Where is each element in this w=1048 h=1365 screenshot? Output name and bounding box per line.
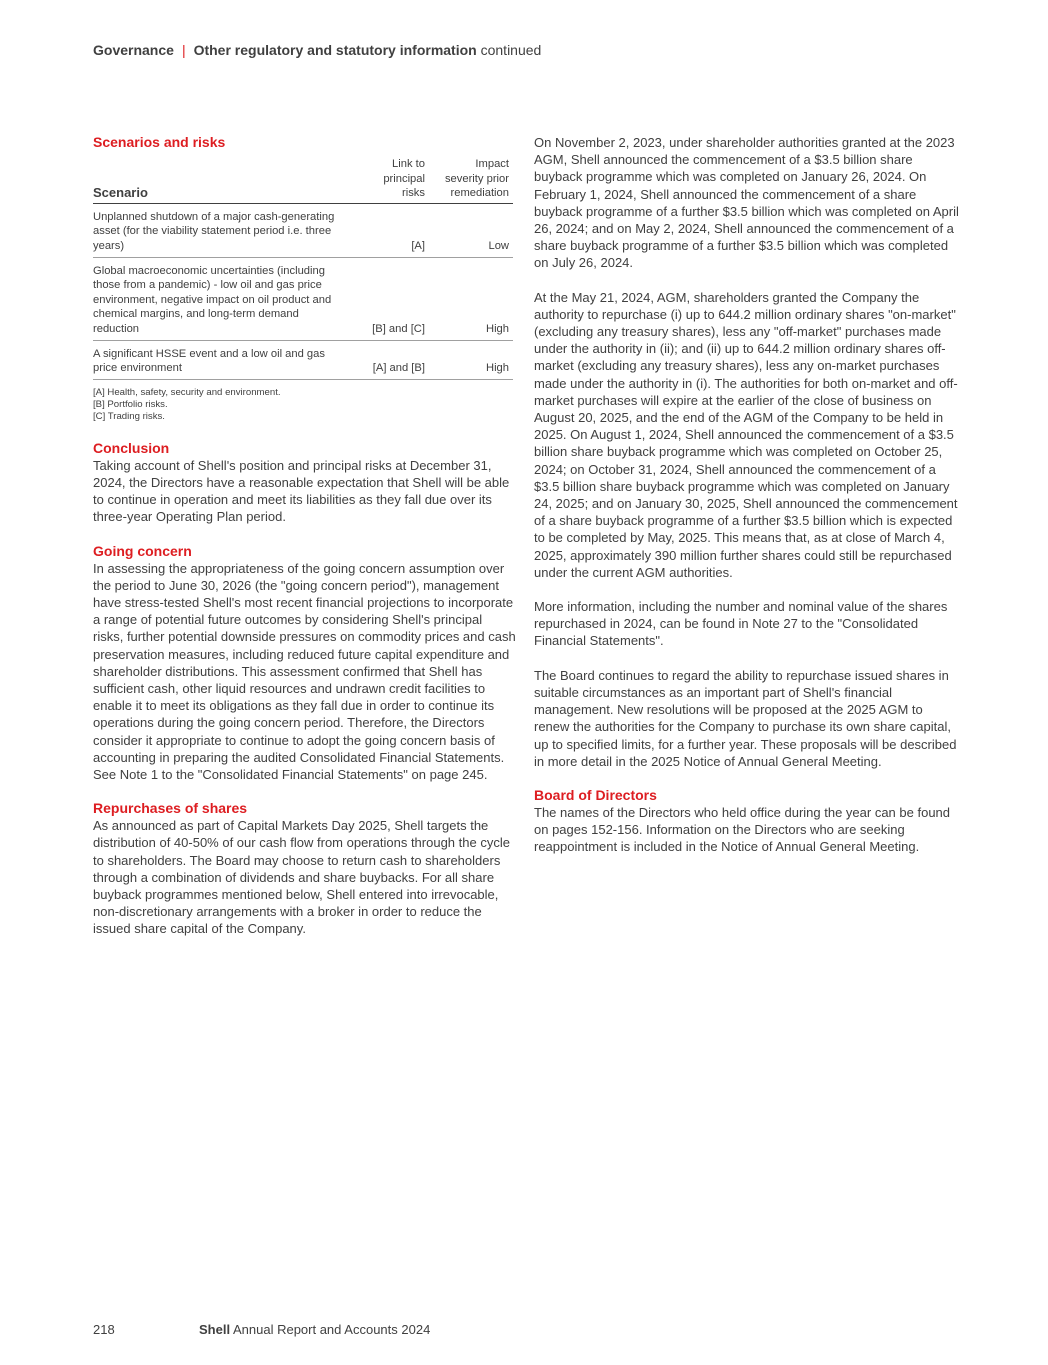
board-text: The names of the Directors who held office during the year can be found on pages 152-156. Information on the Directors who are seeking reappointment is included in the Notice of Annual General Meeting. [534,804,951,855]
header-title: Other regulatory and statutory information [193,42,477,58]
scenario-cell: Global macroeconomic uncertainties (including those from a pandemic) - low oil and gas price environment, negative impact on oil product and chemical margins, and long-term demand reduction [93,264,332,335]
impact-cell: Low [488,239,509,252]
table-header-row [93,157,513,203]
board-heading: Board of Directors [534,786,657,803]
footnote: [C] Trading risks. [93,410,165,422]
col-header-impact-text: Impact severity prior remediation [444,158,509,200]
scenarios-table [93,157,513,380]
table-footnotes [93,387,516,423]
footer-brand: Shell [199,1322,231,1337]
footnote: [A] Health, safety, security and environment. [93,386,281,398]
col-header-link [355,157,429,203]
footnote: [B] Portfolio risks. [93,398,168,410]
repurchases-text: As announced as part of Capital Markets Day 2025, Shell targets the distribution of 40-50% of our cash flow from operations through the cycle to shareholders. The Board may choose to return cash to shareholders through a combination of dividends and share buybacks. For all share buyback programmes mentioned below, Shell entered into irrevocable, non-discretionary arrangements with a broker in order to reduce the issued share capital of the Company. [93,818,510,937]
right-column [534,134,959,856]
header-section: Governance [93,42,174,58]
buyback-paragraph-1: On November 2, 2023, under shareholder authorities granted at the 2023 AGM, Shell announced the commencement of a $3.5 billion share buyback programme which was completed on January 26, 2024. On February 1, 2024, Shell announced the commencement of a share buyback programme of a further $3.5 billion which was completed on April 26, 2024; and on May 2, 2024, Shell announced the commencement of a share buyback programme of a further $3.5 billion which was completed on July 26, 2024. [534,135,959,271]
table-row [93,203,513,257]
link-cell: [A] and [B] [372,362,425,375]
header-continued: continued [480,42,542,58]
link-cell: [A] [411,239,425,252]
col-header-scenario: Scenario [93,185,148,201]
col-header-link-text: Link to principal risks [383,158,425,200]
col-header-impact [429,157,513,203]
link-cell: [B] and [C] [372,322,425,335]
scenario-cell: Unplanned shutdown of a major cash-generating asset (for the viability statement period i.e. three years) [93,210,335,252]
scenario-cell: A significant HSSE event and a low oil and gas price environment [93,347,325,375]
table-row [93,340,513,379]
repurchases-heading: Repurchases of shares [93,800,248,817]
impact-cell: High [485,322,509,335]
scenarios-heading: Scenarios and risks [93,134,226,150]
page-footer [93,1322,430,1337]
buyback-paragraph-4: The Board continues to regard the ability to repurchase issued shares in suitable circumstances as an important part of Shell's financial management. New resolutions will be proposed at the 2025 AGM to renew the authorities for the Company to purchase its own share capital, up to specified limits, for a further year. These proposals will be described in more detail in the 2025 Notice of Annual General Meeting. [534,667,957,769]
buyback-paragraph-2: At the May 21, 2024, AGM, shareholders granted the Company the authority to repurchase (i) up to 644.2 million ordinary shares "on-market" (excluding any treasury shares), less any "off-market" purchases made under the authority in (ii); and (ii) up to 644.2 million ordinary shares off-market (excluding any treasury shares), less any on-market purchases made under the authority in (i). The authorities for both on-market and off-market purchases will expire at the earlier of the close of business on August 20, 2025, and the end of the AGM of the Company to be held in 2025. On August 1, 2024, Shell announced the commencement of a $3.5 billion share buyback programme which was completed on October 25, 2024; on October 31, 2024, Shell announced the commencement of a $3.5 billion share buyback programme which was completed on January 24, 2025; and on January 30, 2025, Shell announced the commencement of a share buyback programme of a further $3.5 billion which is expected to be completed by May, 2025. This means that, as at close of March 4, 2025, approximately 390 million further shares could still be repurchased under the current AGM authorities. [534,289,958,580]
table-row [93,257,513,340]
going-concern-heading: Going concern [93,542,192,559]
buyback-paragraph-3: More information, including the number and nominal value of the shares repurchased in 2024, can be found in Note 27 to the "Consolidated Financial Statements". [534,599,948,649]
conclusion-heading: Conclusion [93,439,170,456]
header-separator: | [181,42,186,58]
going-concern-text: In assessing the appropriateness of the going concern assumption over the period to June 30, 2026 (the "going concern period"), management have stress-tested Shell's most recent financial projections to incorporate a range of potential future outcomes by considering Shell's principal risks, further potential downside pressures on commodity prices and cash preservation measures, including reduced future capital expenditure and shareholder distributions. This assessment confirmed that Shell has sufficient cash, other liquid resources and undrawn credit facilities to enable it to meet its obligations as they fall due in order to continue its operations during the going concern period. Therefore, the Directors consider it appropriate to continue to adopt the going concern basis of accounting in preparing the audited Consolidated Financial Statements. See Note 1 to the "Consolidated Financial Statements" on page 245. [93,560,516,782]
page-header [93,42,541,58]
footer-publication: Annual Report and Accounts 2024 [232,1322,431,1337]
impact-cell: High [485,362,509,375]
page-number: 218 [93,1322,115,1337]
conclusion-text: Taking account of Shell's position and principal risks at December 31, 2024, the Directors have a reasonable expectation that Shell will be able to continue in operation and meet its liabilities as they fall due over its three-year Operating Plan period. [93,457,510,525]
left-column [93,134,516,938]
